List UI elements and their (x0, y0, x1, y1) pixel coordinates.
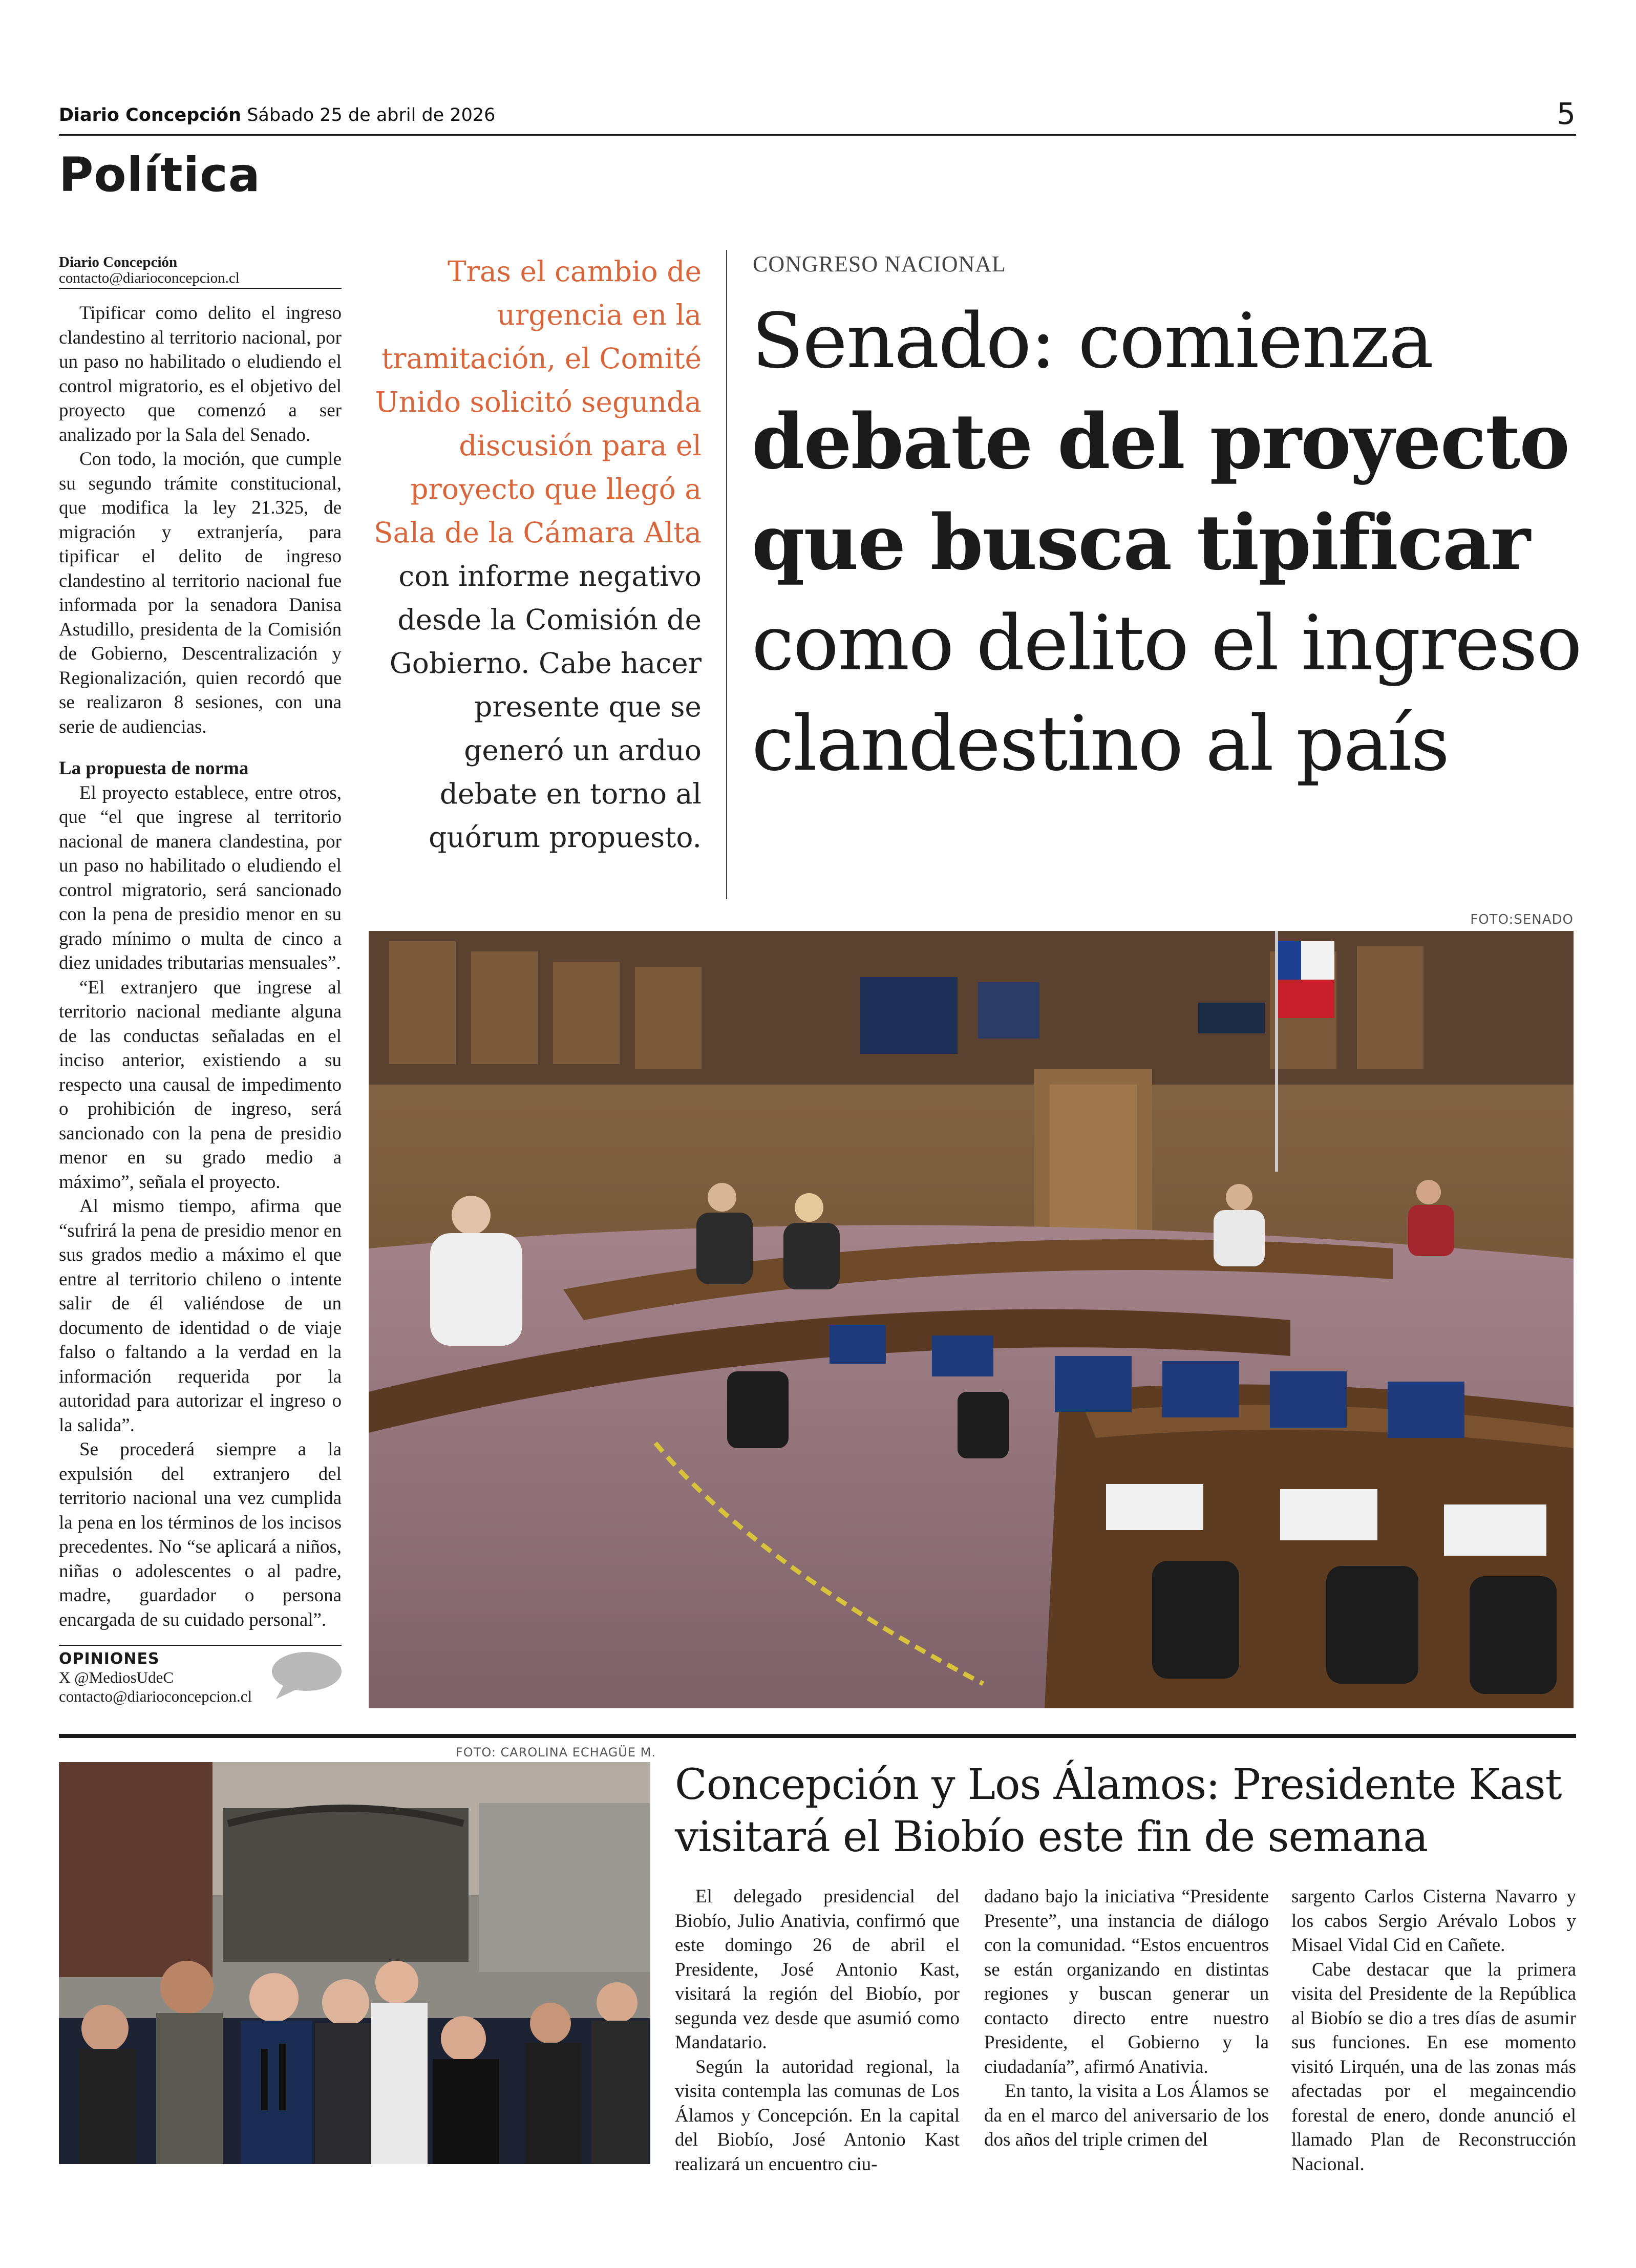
pull-quote-divider (726, 250, 727, 899)
byline-email: contacto@diarioconcepcion.cl (59, 270, 240, 286)
section-divider (59, 1734, 1576, 1738)
article-paragraph: El delegado presidencial del Biobío, Julio Anativia, confirmó que este domingo 26 de abril el Presidente, José Antonio Kast, visitará la región del Biobío, por segunda vez desde que asumió como Mandatario. (675, 1886, 960, 2053)
headline-part-1: Senado: comienza (752, 297, 1433, 385)
masthead (59, 105, 495, 125)
article-paragraph: Se procederá siempre a la expulsión del extranjero del territorio nacional una vez cumplida la pena en los términos de los incisos precedentes. No “se aplicará a niños, niñas o adolescentes o al padre, madre, guardador o persona encargada de su cuidado personal”. (59, 1439, 342, 1630)
main-article-body (59, 301, 342, 1632)
senate-chamber-photo (369, 931, 1574, 1708)
article-paragraph: “El extranjero que ingrese al territorio nacional mediante alguna de las conductas señaladas en el inciso anterior, existiendo a su respecto una causal de impedimento o prohibición de ingreso, será sancionado con la pena de presidio menor en su grado medio a máximo”, señala el proyecto. (59, 977, 342, 1193)
byline (59, 255, 342, 286)
main-headline (752, 291, 1591, 794)
second-article-col3 (1291, 1884, 1576, 2176)
article-paragraph: Con todo, la moción, que cumple su segundo trámite constitucional, que modifica la ley 21.325, de migración y extranjería, para tipificar el delito de ingreso clandestino al territorio nacional fue informada por la senadora Danisa Astudillo, presidenta de la Comisión de Gobierno, Descentralización y Regionalización, quien recordó que se realizaron 8 sesiones, con una serie de audiencias. (59, 449, 342, 737)
opiniones-title: OPINIONES (59, 1650, 160, 1668)
article-paragraph: El proyecto establece, entre otros, que “el que ingrese al territorio nacional de manera clandestina, por un paso no habilitado o eludiendo el control migratorio, será sancionado con la pena de presidio menor en su grado mínimo o multa de cinco a diez unidades tributarias mensuales”. (59, 782, 342, 973)
article-paragraph: Según la autoridad regional, la visita contempla las comunas de Los Álamos y Concepción. En la capital del Biobío, José Antonio Kast realizará un encuentro ciu- (675, 2056, 960, 2175)
pull-quote (368, 250, 702, 859)
header-rule (59, 134, 1576, 136)
photo-credit: FOTO:SENADO (1470, 912, 1574, 927)
senate-chamber-illustration (369, 931, 1574, 1708)
headline-bold: debate del proyecto que busca tipificar (752, 397, 1569, 587)
opiniones-rule (59, 1645, 342, 1646)
speech-bubble-icon (269, 1650, 343, 1701)
second-article-col1 (675, 1884, 960, 2176)
article-paragraph: dadano bajo la iniciativa “Presidente Presente”, una instancia de diálogo con la comunidad. “Estos encuentros se están organizando en distintas regiones y buscan generar un contacto directo entre nuestro Presidente, el Gobierno y la ciudadanía”, afirmó Anativia. (984, 1886, 1269, 2078)
president-crowd-illustration (59, 1762, 650, 2164)
headline-part-2: como delito el ingreso clandestino al país (752, 599, 1581, 788)
second-article-col2 (984, 1884, 1269, 2152)
paper-name: Diario Concepción (59, 105, 242, 125)
opiniones-handle: X @MediosUdeC (59, 1668, 174, 1686)
second-article-headline: Concepción y Los Álamos: Presidente Kast visitará el Biobío este fin de semana (675, 1761, 1562, 1861)
crowd-photo-credit: FOTO: CAROLINA ECHAGÜE M. (456, 1745, 656, 1760)
article-paragraph: Al mismo tiempo, afirma que “sufrirá la pena de presidio menor en sus grados medio a máximo el que entre al territorio chileno o intente salir de él valiéndose de un documento de identidad o de viaje falso o faltando a la verdad en la información requerida por la autoridad para autorizar el ingreso o la salida”. (59, 1196, 342, 1436)
page-number: 5 (1557, 96, 1576, 131)
opiniones-email: contacto@diarioconcepcion.cl (59, 1687, 252, 1705)
article-paragraph: En tanto, la visita a Los Álamos se da en el marco del aniversario de los dos años del triple crimen del (984, 2081, 1269, 2150)
pull-quote-text: con informe negativo desde la Comisión de Gobierno. Cabe hacer presente que se generó un arduo debate en torno al quórum propuesto. (389, 560, 702, 854)
byline-rule (59, 288, 342, 289)
article-paragraph: Tipificar como delito el ingreso clandestino al territorio nacional, por un paso no habilitado o eludiendo el control migratorio, es el objetivo del proyecto que comenzó a ser analizado por la Sala del Senado. (59, 303, 342, 446)
kicker: CONGRESO NACIONAL (753, 251, 1006, 277)
section-title: Política (59, 147, 261, 202)
president-visit-photo (59, 1762, 650, 2164)
article-subhead: La propuesta de norma (59, 758, 249, 779)
byline-name: Diario Concepción (59, 254, 178, 270)
article-paragraph: Cabe destacar que la primera visita del Presidente de la República al Biobío se dio a tres días de asumir sus funciones. En ese momento visitó Lirquén, una de las zonas más afectadas por el megaincendio forestal de enero, donde anunció el llamado Plan de Reconstrucción Nacional. (1291, 1959, 1576, 2175)
issue-date: Sábado 25 de abril de 2026 (247, 105, 496, 125)
pull-quote-highlight: Tras el cambio de urgencia en la tramitación, el Comité Unido solicitó segunda discusión para el proyecto que llegó a Sala de la Cámara Alta (373, 255, 702, 549)
article-paragraph: sargento Carlos Cisterna Navarro y los cabos Sergio Arévalo Lobos y Misael Vidal Cid en Cañete. (1291, 1886, 1576, 1956)
